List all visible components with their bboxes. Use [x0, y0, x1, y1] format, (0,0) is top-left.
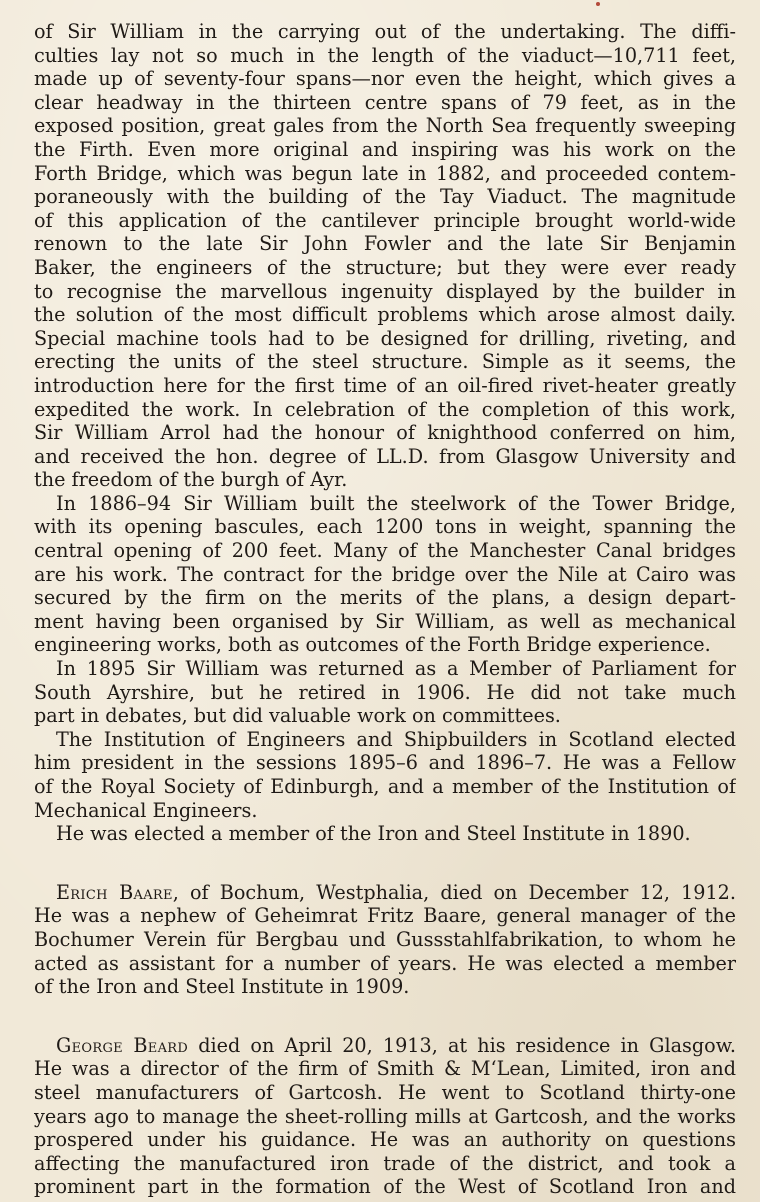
text-line: renown to the late Sir John Fowler and the late Sir Benjamin	[34, 232, 736, 256]
text-line: He was a director of the firm of Smith & M‘Lean, Limited, iron and	[34, 1057, 736, 1081]
text-line: South Ayrshire, but he retired in 1906. He did not take much	[34, 680, 736, 704]
text-line: affecting the manufactured iron trade of the district, and took a	[34, 1151, 736, 1175]
text-line: years ago to manage the sheet-rolling mills at Gartcosh, and the works	[34, 1104, 736, 1128]
text-line: expedited the work. In celebration of the completion of this work,	[34, 397, 736, 421]
text-line: the freedom of the burgh of Ayr.	[34, 468, 348, 492]
text-line: Baker, the engineers of the structure; but they were ever ready	[34, 255, 736, 279]
obituary-heading-line	[34, 1034, 736, 1058]
text-line: Sir William Arrol had the honour of knighthood conferred on him,	[34, 421, 736, 445]
paragraph-institution	[34, 728, 736, 822]
text-line: him president in the sessions 1895–6 and 1896–7. He was a Fellow	[34, 751, 736, 775]
text-line: He was elected a member of the Iron and Steel Institute in 1890.	[56, 822, 691, 846]
text-line: prominent part in the formation of the West of Scotland Iron and	[34, 1175, 736, 1199]
paragraph-tower-bridge	[34, 492, 736, 657]
text-line: steel manufacturers of Gartcosh. He went to Scotland thirty-one	[34, 1080, 736, 1104]
paragraph-membership	[34, 822, 736, 846]
text-line: of Sir William in the carrying out of the undertaking. The diffi-	[34, 20, 736, 43]
obituary-name: Erich Baare	[56, 880, 173, 904]
obituary-name: George Beard	[56, 1033, 189, 1057]
text-line: and received the hon. degree of LL.D. from Glasgow University and	[34, 444, 736, 468]
text-line: of the Royal Society of Edinburgh, and a member of the Institution of	[34, 775, 736, 798]
text-line: Special machine tools had to be designed for drilling, riveting, and	[34, 326, 736, 350]
ink-spot	[596, 2, 600, 6]
section-gap	[34, 999, 736, 1034]
text-line: Bochumer Verein für Bergbau und Gussstahlfabrikation, to whom he	[34, 927, 736, 951]
obituary-heading-rest: died on April 20, 1913, at his residence in Glasgow.	[188, 1033, 736, 1057]
text-line: the Firth. Even more original and inspiring was his work on the	[34, 137, 736, 161]
section-gap	[34, 846, 736, 881]
text-line: erecting the units of the steel structure. Simple as it seems, the	[34, 350, 736, 374]
text-line: culties lay not so much in the length of the viaduct—10,711 feet,	[34, 43, 736, 67]
text-line: Mechanical Engineers.	[34, 798, 258, 822]
text-line: introduction here for the first time of an oil-fired rivet-heater greatly	[34, 373, 736, 397]
text-line: He was a nephew of Geheimrat Fritz Baare, general manager of the	[34, 904, 736, 928]
text-line: made up of seventy-four spans—nor even the height, which gives a	[34, 67, 736, 91]
text-line: ment having been organised by Sir William, as well as mechanical	[34, 609, 736, 633]
text-line: with its opening bascules, each 1200 tons in weight, spanning the	[34, 515, 736, 539]
text-line: of the Iron and Steel Institute in 1909.	[34, 975, 410, 999]
paragraph-parliament	[34, 657, 736, 728]
text-line: prospered under his guidance. He was an authority on questions	[34, 1128, 736, 1152]
obituary-erich-baare	[34, 881, 736, 999]
text-line: The Institution of Engineers and Shipbuilders in Scotland elected	[56, 727, 736, 751]
text-line: secured by the firm on the merits of the plans, a design depart-	[34, 586, 736, 610]
text-line: the solution of the most difficult problems which arose almost daily.	[34, 303, 736, 327]
text-line: In 1895 Sir William was returned as a Member of Parliament for	[56, 657, 736, 681]
text-line: acted as assistant for a number of years. He was elected a member	[34, 951, 736, 975]
text-line: engineering works, both as outcomes of the Forth Bridge experience.	[34, 633, 711, 657]
text-line: exposed position, great gales from the North Sea frequently sweeping	[34, 114, 736, 138]
obituary-george-beard	[34, 1034, 736, 1199]
text-line: of this application of the cantilever principle brought world-wide	[34, 208, 736, 232]
text-line: part in debates, but did valuable work on committees.	[34, 704, 561, 728]
text-line: In 1886–94 Sir William built the steelwork of the Tower Bridge,	[56, 491, 736, 515]
text-line: clear headway in the thirteen centre spans of 79 feet, as in the	[34, 90, 736, 114]
paragraph-forth-bridge	[34, 20, 736, 492]
obituary-heading-line	[34, 881, 736, 905]
obituary-heading-rest: , of Bochum, Westphalia, died on December 12, 1912.	[172, 880, 736, 904]
text-line: to recognise the marvellous ingenuity displayed by the builder in	[34, 279, 736, 303]
text-line: Forth Bridge, which was begun late in 1882, and proceeded contem-	[34, 161, 736, 185]
text-line: central opening of 200 feet. Many of the Manchester Canal bridges	[34, 539, 736, 563]
text-line: are his work. The contract for the bridge over the Nile at Cairo was	[34, 562, 736, 586]
text-line: poraneously with the building of the Tay Viaduct. The magnitude	[34, 185, 736, 209]
